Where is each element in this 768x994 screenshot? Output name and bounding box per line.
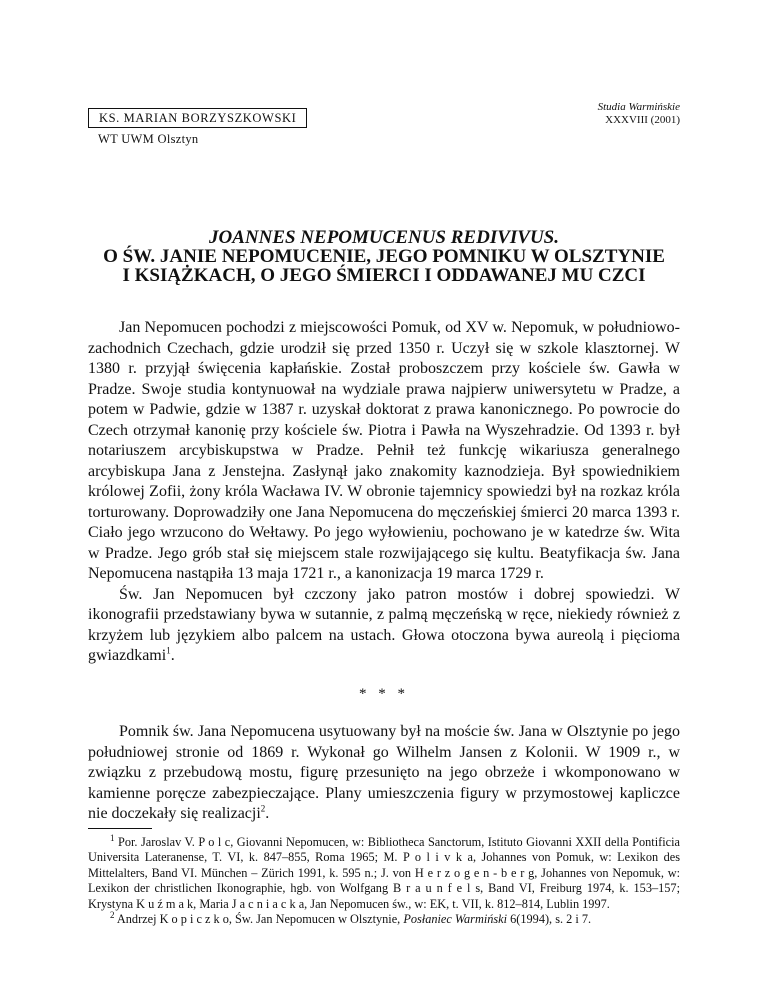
title-line-1: JOANNES NEPOMUCENUS REDIVIVUS. <box>208 227 559 248</box>
section-separator: * * * <box>359 685 409 702</box>
journal-name: Studia Warmińskie <box>597 101 680 113</box>
footnote-divider <box>88 828 152 829</box>
footnotes <box>88 832 680 928</box>
title-line-2: O ŚW. JANIE NEPOMUCENIE, JEGO POMNIKU W OLSZTYNIE <box>103 246 665 267</box>
paragraph-3: Pomnik św. Jana Nepomucena usytuowany był na moście św. Jana w Olsztynie po jego południowej stronie od 1869 r. Wykonał go Wilhelm Jansen z Kolonii. W 1909 r., w związku z przebudową mostu, figurę przesunięto na jego obrzeże i wkomponowano w kamienne poręcze zabezpieczające. Plany umieszczenia figury w przymostowej kapliczce nie doczekały się realizacji$^2$. <box>88 723 680 822</box>
title-line-3: I KSIĄŻKACH, O JEGO ŚMIERCI I ODDAWANEJ MU CZCI <box>122 265 646 286</box>
author-affiliation: WT UWM Olsztyn <box>98 132 199 146</box>
author-name: KS. MARIAN BORZYSZKOWSKI <box>88 108 307 128</box>
footnote-ref-2: 2 <box>260 803 266 814</box>
footnote-1 <box>88 832 680 913</box>
paragraph-3-text: Pomnik św. Jana Nepomucena usytuowany był na moście św. Jana w Olsztynie po jego południowej stronie od 1869 r. Wykonał go Wilhelm Jansen z Kolonii. W 1909 r., w związku z przebudową mostu, figurę przesunięto na jego obrzeże i wkomponowano w kamienne poręcze zabezpieczające. Plany umieszczenia figury w przymostowej kapliczce nie doczekały się realizacji <box>88 723 680 822</box>
journal-volume: XXXVIII (2001) <box>605 114 680 126</box>
footnote-2-text: Andrzej K o p i c z k o, Św. Jan Nepomucen w Olsztynie, <box>116 912 401 926</box>
paragraph-1-text: Jan Nepomucen pochodzi z miejscowości Pomuk, od XV w. Nepomuk, w południowo-zachodnich Czechach, gdzie urodził się przed 1350 r. Uczył się w szkole klasztornej. W 1380 r. przyjął święcenia kapłańskie. Został proboszczem przy kościele św. Gawła w Pradze. Swoje studia kontynuował na wydziale prawa najpierw uniwersytetu w Pradze, a potem w Padwie, gdzie w 1387 r. uzyskał doktorat z prawa kanonicznego. Po powrocie do Czech otrzymał kanonię przy kościele św. Piotra i Pawła na Wyszehradzie. Od 1393 r. był notariuszem arcybiskupstwa w Pradze. Pełnił też funkcję wikariusza generalnego arcybiskupa Jana z Jenstejna. Zasłynął jako znakomity kaznodzieja. Był spowiednikiem królowej Zofii, żony króla Wacława IV. W obronie tajemnicy spowiedzi był na rozkaz króla torturowany. Doprowadziły one Jana Nepomucena do męczeńskiej śmierci 20 marca 1393 r. Ciało jego wrzucono do Wełtawy. Po jego wyłowieniu, pochowano je w katedrze św. Wita w Pradze. Jego grób stał się miejscem stale rozwijającego się kultu. Beatyfikacja św. Jana Nepomucena nastąpiła 13 maja 1721 r., a kanonizacja 19 marca 1729 r. <box>88 319 680 582</box>
article-title <box>88 228 680 285</box>
footnote-1-text: Por. Jaroslav V. P o l c, Giovanni Nepomucen, w: Bibliotheca Sanctorum, Istituto Giovanni XXII della Pontificia Universita Lateranense, T. VI, k. 847–855, Roma 1965; M. P o l i v k a, Johannes von Pomuk, w: Lexikon des Mittelalters, Band VI. München – Zürich 1991, k. 595 n.; J. von H e r z o g e n - b e r g, Johannes von Nepomuk, w: Lexikon der christlichen Ikonographie, hgb. von Wolfgang B r a u n f e l s, Band VI, Freiburg 1974, k. 153–157; Krystyna K u ź m a k, Maria J a c n i a c k a, Jan Nepomucen św., w: EK, t. VII, k. 812–814, Lublin 1997. <box>88 834 680 911</box>
footnote-2-journal: Posłaniec Warmiński <box>403 912 508 926</box>
footnote-ref-1: 1 <box>166 645 171 656</box>
article-body <box>88 318 680 928</box>
footnote-2-tail: 6(1994), s. 2 i 7. <box>510 912 592 926</box>
footnote-2 <box>88 909 680 928</box>
paragraph-2: Św. Jan Nepomucen był czczony jako patron mostów i dobrej spowiedzi. W ikonografii przedstawiany bywa w sutannie, z palmą męczeńską w ręce, niekiedy również z krzyżem lub językiem albo palcem na ustach. Głowa otoczona bywa aureolą i pięcioma gwiazdkami$^1$. <box>88 585 680 664</box>
paragraph-2-text: Św. Jan Nepomucen był czczony jako patron mostów i dobrej spowiedzi. W ikonografii przedstawiany bywa w sutannie, z palmą męczeńską w ręce, niekiedy również z krzyżem lub językiem albo palcem na ustach. Głowa otoczona bywa aureolą i pięcioma gwiazdkami <box>88 585 680 664</box>
footnote-1-number: 1 <box>110 832 115 843</box>
journal-info <box>598 101 680 127</box>
footnote-2-number: 2 <box>110 909 115 920</box>
paragraph-1 <box>88 318 680 585</box>
